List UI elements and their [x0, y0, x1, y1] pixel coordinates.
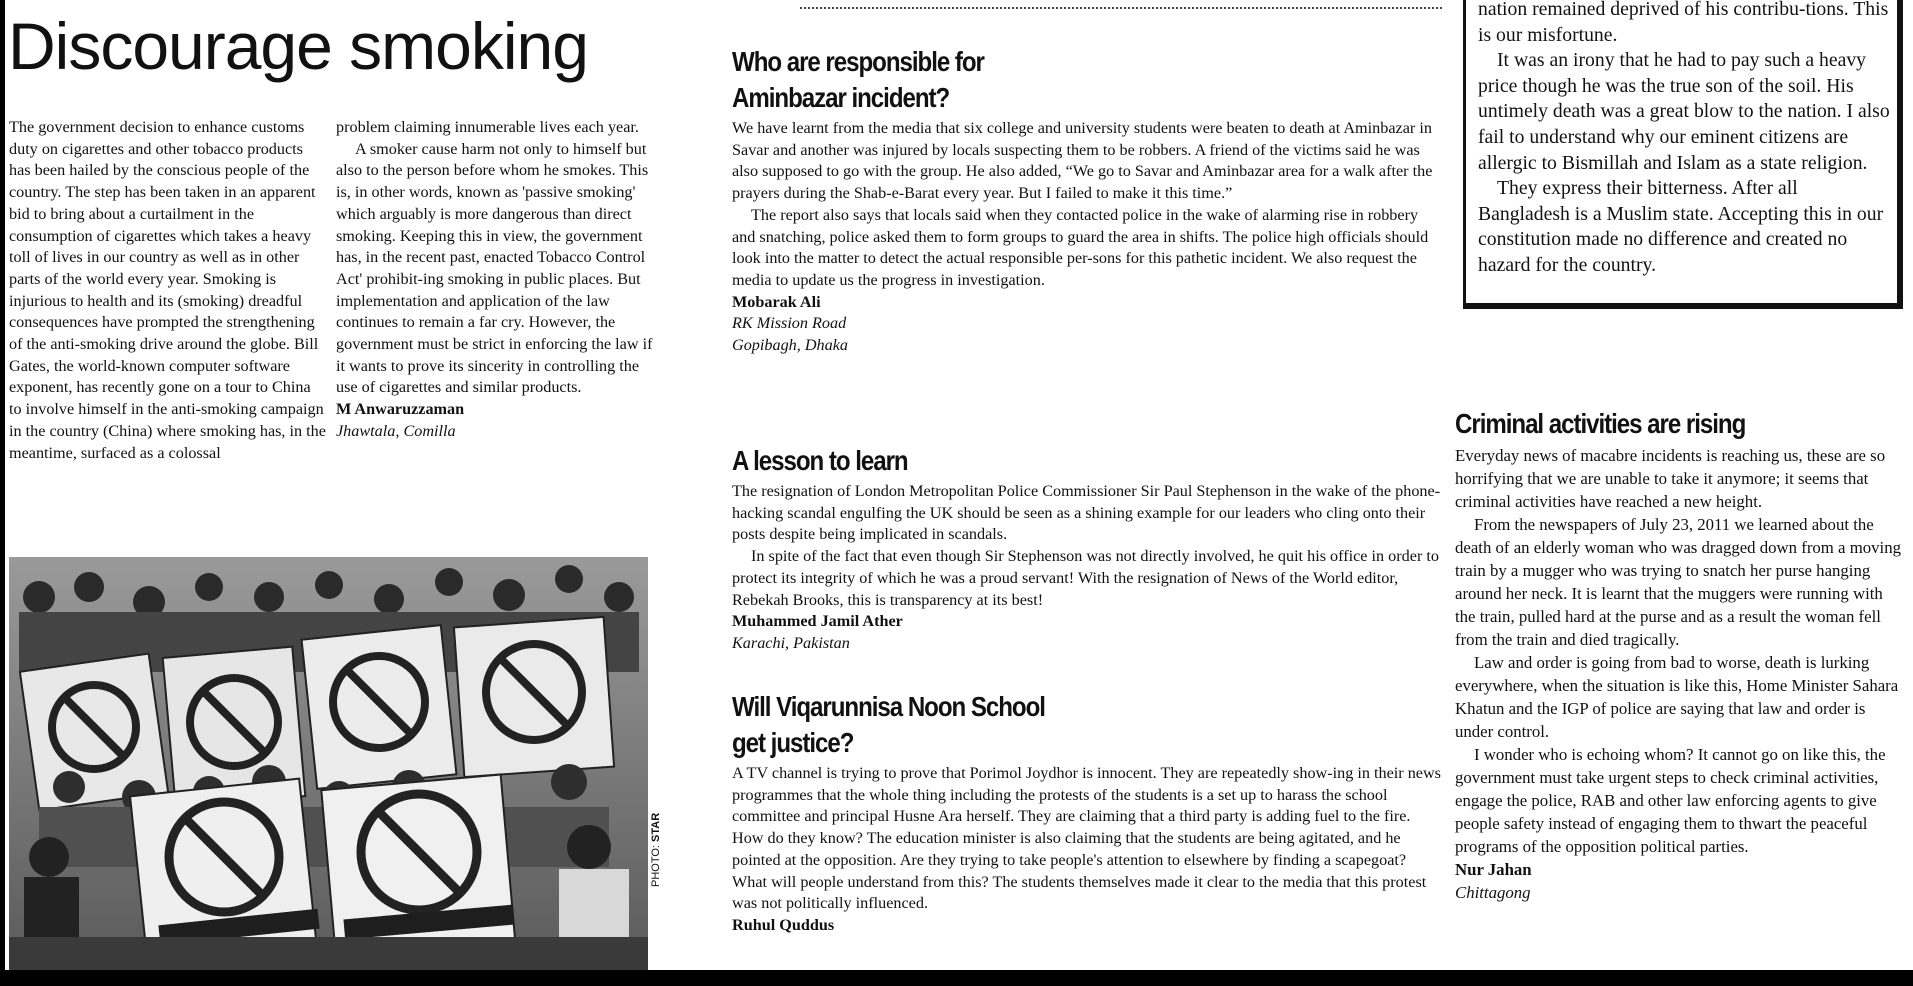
dotted-rule	[800, 7, 1442, 9]
photo-credit-name: STAR	[650, 812, 662, 842]
discourage-column-1	[9, 117, 327, 464]
discourage-place: Jhawtala, Comilla	[336, 421, 456, 440]
aminbazar-paragraph-2: The report also says that locals said when they contacted police in the wake of alarming rise in robbery and snatching, police asked them to form groups to guard the area in shifts. The police high officials should look into the matter to detect the actual responsible per-sons for this pathetic incident. We also request the media to update us the progress in investigation.	[732, 205, 1429, 289]
boxed-letter	[1463, 0, 1903, 309]
discourage-paragraph-3: A smoker cause harm not only to himself but also to the person before whom he smokes. This is, in other words, known as 'passive smoking' which arguably is more dangerous than direct smoking. Keeping this in view, the government has, in the recent past, enacted Tobacco Control Act' prohibit-ing smoking in public places. But implementation and application of the law continues to remain a far cry. However, the government must be strict in enforcing the law if it wants to prove its sincerity in controlling the use of cigarettes and similar products.	[336, 139, 653, 397]
article-title: Discourage smoking	[8, 9, 588, 83]
photo-credit	[650, 812, 662, 887]
discourage-author: M Anwaruzzaman	[336, 400, 465, 419]
aminbazar-author: Mobarak Ali	[732, 292, 821, 311]
boxed-letter-text	[1478, 0, 1893, 279]
aminbazar-place-line-1: RK Mission Road	[732, 314, 847, 333]
letter-criminal	[1455, 406, 1907, 904]
viqarunnisa-author: Ruhul Quddus	[732, 915, 835, 934]
discourage-column-2	[336, 117, 654, 443]
viqarunnisa-heading-line-1: Will Viqarunnisa Noon School	[732, 691, 1045, 722]
letter-lesson	[732, 443, 1442, 655]
lesson-heading: A lesson to learn	[732, 445, 908, 476]
aminbazar-place-line-2: Gopibagh, Dhaka	[732, 336, 848, 355]
criminal-paragraph-2: From the newspapers of July 23, 2011 we learned about the death of an elderly woman who was dragged down from a moving train by a mugger who was trying to snatch her purse hanging around her neck. It is learnt that the muggers were running with the train, pulled hard at the purse and as a result the woman fell from the train and died tragically.	[1455, 515, 1901, 649]
aminbazar-heading-line-1: Who are responsible for	[732, 46, 984, 77]
discourage-paragraph-1: The government decision to enhance customs duty on cigarettes and other tobacco products has been hailed by the conscious people of the country. The step has been taken in an apparent bid to bring about a curtailment in the consumption of cigarettes which takes a heavy toll of lives in our country as well as in other parts of the world every year. Smoking is injurious to health and its (smoking) dreadful consequences have prompted the strengthening of the anti-smoking drive around the globe. Bill Gates, the world-known computer software exponent, has recently gone on a tour to China to involve himself in the anti-smoking campaign in the country (China) where smoking has, in the meantime, surfaced as a colossal	[9, 118, 326, 462]
boxed-paragraph-2: It was an irony that he had to pay such a heavy price though he was the true son of the soil. His untimely death was a great blow to the nation. I also fail to understand why our eminent citizens are allergic to Bismillah and Islam as a state religion.	[1478, 49, 1890, 174]
left-edge-bar	[0, 0, 5, 986]
criminal-place: Chittagong	[1455, 883, 1531, 902]
photo-credit-prefix: PHOTO:	[650, 841, 662, 887]
criminal-paragraph-3: Law and order is going from bad to worse, death is lurking everywhere, when the situation is like this, Home Minister Sahara Khatun and the IGP of police are saying that law and order is under control.	[1455, 653, 1899, 741]
aminbazar-heading-line-2: Aminbazar incident?	[732, 82, 950, 113]
criminal-author: Nur Jahan	[1455, 860, 1532, 879]
lesson-paragraph-1: The resignation of London Metropolitan Police Commissioner Sir Paul Stephenson in the wake of the phone-hacking scandal engulfing the UK should be seen as a shining example for our leaders who cling onto their posts despite being implicated in scandals.	[732, 482, 1441, 544]
lesson-place: Karachi, Pakistan	[732, 633, 850, 652]
rally-photo-illustration	[9, 557, 648, 970]
criminal-heading: Criminal activities are rising	[1455, 408, 1746, 439]
aminbazar-paragraph-1: We have learnt from the media that six college and university students were beaten to death at Aminbazar in Savar and another was injured by locals suspecting them to be robbers. A friend of the victims said he was also supposed to go with the group. He also added, “We go to Savar and Aminbazar area for a walk after the prayers during the Shab-e-Barat every year. But I failed to make it this time.”	[732, 119, 1433, 203]
letter-aminbazar	[732, 44, 1442, 357]
discourage-paragraph-2: problem claiming innumerable lives each year.	[336, 118, 639, 136]
boxed-paragraph-3: They express their bitterness. After all Bangladesh is a Muslim state. Accepting this in our constitution made no difference and created no hazard for the country.	[1478, 177, 1884, 276]
bottom-edge-bar	[0, 970, 1913, 986]
criminal-paragraph-4: I wonder who is echoing whom? It cannot go on like this, the government must take urgent steps to check criminal activities, engage the police, RAB and other law enforcing agents to give people safety instead of engaging them to thwart the peaceful programs of the opposition political parties.	[1455, 745, 1886, 856]
viqarunnisa-paragraph-1: A TV channel is trying to prove that Porimol Joydhor is innocent. They are repeatedly show-ing in their news programmes that the whole thing including the protests of the students is a set up to harass the school committee and principal Husne Ara herself. They are claiming that a third party is adding fuel to the fire. How do they know? The education minister is also claiming that the students are being agitated, and he pointed at the opposition. Are they trying to take people's attention to elsewhere by finding a scapegoat? What will people understand from this? The students themselves made it clear to the media that this protest was not politically influenced.	[732, 764, 1441, 913]
boxed-paragraph-1: nation remained deprived of his contribu-tions. This is our misfortune.	[1478, 0, 1889, 46]
lesson-author: Muhammed Jamil Ather	[732, 612, 903, 631]
anti-smoking-rally-photo	[9, 557, 648, 970]
letter-viqarunnisa	[732, 689, 1442, 937]
lesson-paragraph-2: In spite of the fact that even though Sir Stephenson was not directly involved, he quit his office in order to protect its integrity of which he was a proud servant! With the resignation of News of the World editor, Rebekah Brooks, this is transparency at its best!	[732, 547, 1439, 609]
criminal-paragraph-1: Everyday news of macabre incidents is reaching us, these are so horrifying that we are unable to take it anymore; it seems that criminal activities have reached a new height.	[1455, 446, 1886, 511]
viqarunnisa-heading-line-2: get justice?	[732, 727, 854, 758]
